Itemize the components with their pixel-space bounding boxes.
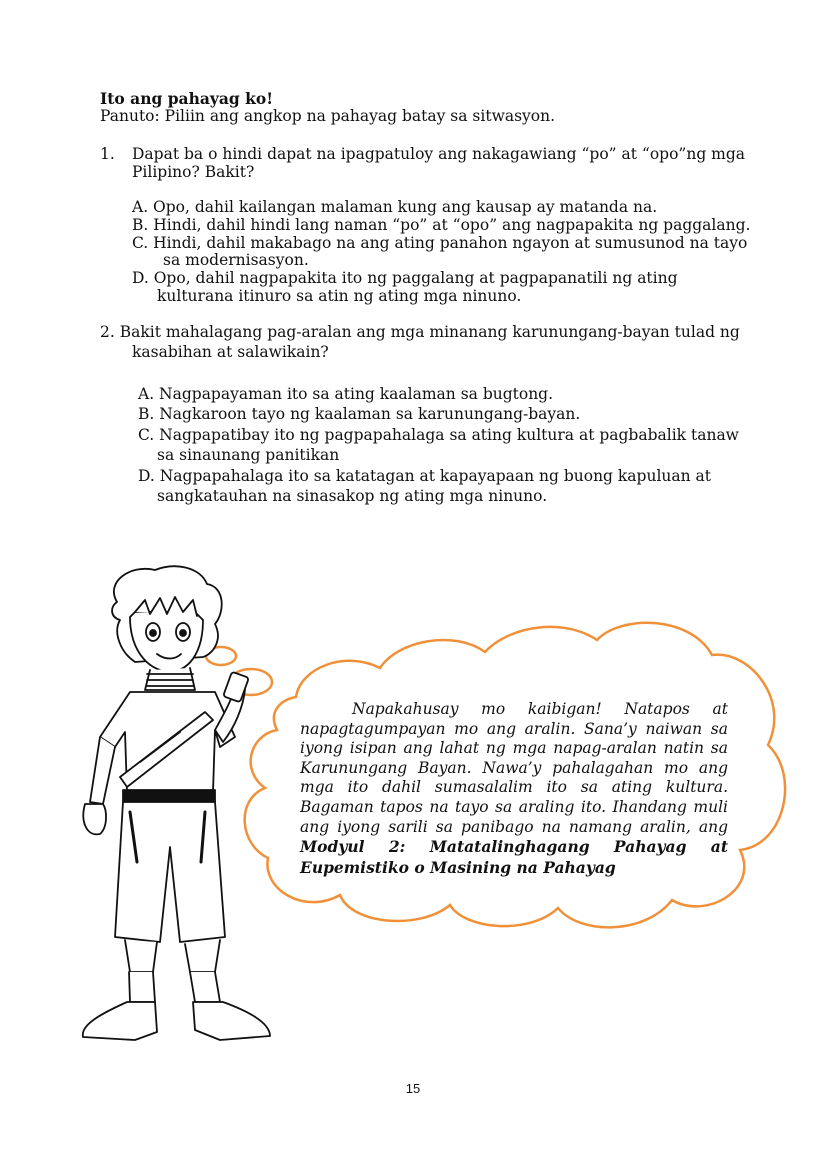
right-shoe (193, 1002, 270, 1040)
page-number: 15 (405, 1081, 421, 1096)
question2-choice-d-cont: sangkatauhan na sinasakop ng ating mga ninuno. (157, 487, 548, 505)
question1-number: 1. (100, 145, 115, 163)
left-leg (125, 940, 157, 972)
question1-choice-d-cont: kulturana itinuro sa atin ng ating mga ninuno. (157, 287, 522, 305)
question1-choice-b: B. Hindi, dahil hindi lang naman “po” at “opo” ang nagpapakita ng paggalang. (132, 216, 751, 234)
boy-illustration (75, 562, 275, 1047)
instructions: Panuto: Piliin ang angkop na pahayag batay sa sitwasyon. (100, 107, 556, 125)
bubble-message (300, 700, 728, 878)
question2-choice-a: A. Nagpapayaman ito sa ating kaalaman sa bugtong. (138, 385, 554, 403)
right-leg (185, 940, 220, 972)
question2-choice-d: D. Nagpapahalaga ito sa katatagan at kapayapaan ng buong kapuluan at (138, 467, 712, 485)
section-title: Ito ang pahayag ko! (100, 89, 274, 108)
question1-choice-c-cont: sa modernisasyon. (163, 251, 309, 269)
left-sock (129, 972, 155, 1002)
bubble-body-text: Napakahusay mo kaibigan! Natapos at napagtagumpayan mo ang aralin. Sana’y naiwan sa iyong isipan ang lahat ng mga napag-aralan natin sa Karunungang Bayan. Nawa’y pahalagahan mo ang mga ito dahil sumasalalim ito sa ating kultura. Bagaman tapos na tayo sa araling ito. Ihandang muli ang iyong sarili sa panibago na namang aralin, ang (300, 700, 728, 836)
right-sock (190, 972, 220, 1002)
question1-text-line2: Pilipino? Bakit? (132, 163, 255, 181)
left-arm (90, 737, 115, 804)
question1-choice-c: C. Hindi, dahil makabago na ang ating panahon ngayon at sumusunod na tayo (132, 234, 748, 252)
left-hand (83, 804, 106, 834)
left-shoe (83, 1002, 157, 1040)
question2-choice-b: B. Nagkaroon tayo ng kaalaman sa karunungang-bayan. (138, 405, 581, 423)
phone (223, 672, 249, 703)
question1-choice-d: D. Opo, dahil nagpapakita ito ng paggalang at pagpapanatili ng ating (132, 269, 678, 287)
question1-choice-a: A. Opo, dahil kailangan malaman kung ang kausap ay matanda na. (132, 198, 658, 216)
bubble-bold-text: Modyul 2: Matatalinghagang Pahayag at Eupemistiko o Masining na Pahayag (300, 837, 728, 877)
belt (123, 790, 215, 802)
question2-text-line2: kasabihan at salawikain? (132, 343, 329, 361)
question2-choice-c-cont: sa sinaunang panitikan (157, 446, 340, 464)
question2-choice-c: C. Nagpapatibay ito ng pagpapahalaga sa ating kultura at pagbabalik tanaw (138, 426, 739, 444)
face (130, 612, 203, 672)
question1-text-line1: Dapat ba o hindi dapat na ipagpatuloy ang nakagawiang “po” at “opo”ng mga (132, 145, 746, 163)
question2-text-line1: 2. Bakit mahalagang pag-aralan ang mga minanang karunungang-bayan tulad ng (100, 323, 740, 341)
